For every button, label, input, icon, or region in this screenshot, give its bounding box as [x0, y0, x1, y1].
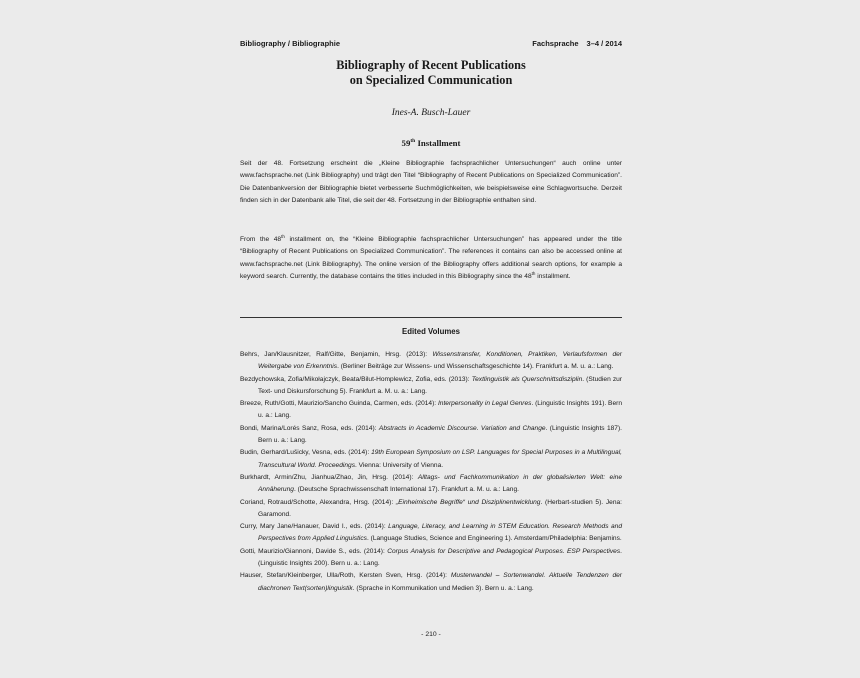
- entry-title: Corpus Analysis for Descriptive and Pedagogical Purposes. ESP Perspectives: [387, 547, 621, 555]
- page-number: - 210 -: [421, 631, 441, 638]
- entry-authors: Bondi, Marina/Lorés Sanz, Rosa, eds. (2014):: [240, 424, 379, 432]
- entry-title: 19th European Symposium on LSP. Languages for Special Purposes in a Multilingual, Transcultural World. Proceedings: [258, 449, 623, 469]
- bibliography-list: [240, 349, 622, 595]
- entry-title: Interpersonality in Legal Genres: [437, 400, 532, 408]
- entry-authors: Bezdychowska, Zofia/Mikołajczyk, Beata/Bilut-Homplewicz, Zofia, eds. (2013):: [240, 375, 472, 383]
- intro-paragraph-english: [240, 234, 622, 283]
- entry-title: Alltags- und Fachkommunikation in der globalisierten Welt: eine Annäherung: [258, 473, 622, 494]
- entry-title: Wissenstransfer, Konditionen, Praktiken, Verlaufsformen der Weitergabe von Erkenntnis: [258, 351, 622, 371]
- entry-title: Textlinguistik als Querschnittsdisziplin: [471, 375, 583, 383]
- entry-title: Musterwandel – Sortenwandel. Aktuelle Tendenzen der diachronen Text(sorten)linguistik: [258, 572, 622, 592]
- installment-number: 59: [401, 138, 411, 148]
- entry-authors: Gotti, Maurizio/Giannoni, Davide S., eds. (2014):: [240, 547, 388, 555]
- running-head-journal-issue: [524, 39, 622, 48]
- entry-publication-info: . (Linguistic Insights 191). Bern u. a.: Lang.: [258, 400, 622, 420]
- entry-publication-info: . (Language Studies, Science and Engineering 1). Amsterdam/Philadelphia: Benjamins.: [366, 535, 622, 543]
- entry-title: Language, Literacy, and Learning in STEM Education. Research Methods and Perspectives from Applied Linguistics: [258, 523, 622, 543]
- entry-authors: Curry, Mary Jane/Hanauer, David I., eds. (2014):: [240, 523, 389, 531]
- bibliography-entry: [240, 398, 622, 423]
- entry-publication-info: . (Berliner Beiträge zur Wissens- und Wissenschaftsgeschichte 14). Frankfurt a. M. u. a.: Lang.: [337, 363, 614, 371]
- entry-publication-info: . (Sprache in Kommunikation und Medien 3). Bern u. a.: Lang.: [352, 584, 534, 592]
- intro-en-part-2: installment on, the “Kleine Bibliographie fachsprachlicher Untersuchungen” has appeared under the title “Bibliography of Recent Publications on Specialized Communication”. The references it contains can also be accessed online at www.fachsprache.net (Link Bibliography). The online version of the Bibliography offers additional search options, for example a keyword search. Currently, the database contains the titles included in this Bibliography since the 48: [240, 236, 622, 280]
- entry-authors: Coriand, Rotraud/Schotte, Alexandra, Hrsg. (2014):: [240, 498, 396, 506]
- entry-authors: Burkhardt, Armin/Zhu, Jianhua/Zhao, Jin, Hrsg. (2014):: [240, 473, 418, 481]
- entry-publication-info: . (Herbart-studien 5). Jena: Garamond.: [258, 498, 623, 518]
- entry-publication-info: . (Linguistic Insights 187). Bern u. a.: Lang.: [258, 424, 622, 445]
- bibliography-entry: [240, 570, 622, 595]
- bibliography-entry: [240, 447, 622, 472]
- running-head-section: Bibliography / Bibliographie: [240, 39, 341, 48]
- bibliography-entry: [240, 349, 622, 374]
- entry-authors: Budin, Gerhard/Lušicky, Vesna, eds. (2014):: [240, 449, 372, 457]
- document-title: [240, 58, 622, 88]
- bibliography-entry: [240, 472, 622, 497]
- bibliography-entry: [240, 374, 622, 399]
- intro-en-part-1: From the 48: [240, 236, 282, 243]
- entry-authors: Breeze, Ruth/Gotti, Maurizio/Sancho Guinda, Carmen, eds. (2014):: [240, 400, 438, 408]
- author-name: Ines-A. Busch-Lauer: [391, 108, 471, 118]
- intro-en-sup-2: th: [531, 270, 536, 276]
- section-divider: [240, 317, 622, 318]
- intro-en-part-3: installment.: [535, 272, 571, 280]
- intro-paragraph-german: Seit der 48. Fortsetzung erscheint die „Kleine Bibliographie fachsprachlicher Untersuchungen“ auch online unter www.fachsprache.net (Link Bibliography) und trägt den Titel “Bibliography of Recent Publications on Specialized Communication”. Die Datenbankversion der Bibliographie bietet verbesserte Suchmöglichkeiten, wie beispielsweise eine Schlagwortsuche. Derzeit finden sich in der Datenbank alle Titel, die seit der 48. Fortsetzung in der Bibliographie enthalten sind.: [240, 160, 622, 204]
- document-page: [240, 0, 622, 678]
- bibliography-entry: [240, 497, 622, 522]
- entry-authors: Hauser, Stefan/Kleinberger, Ulla/Roth, Kersten Sven, Hrsg. (2014):: [240, 572, 451, 580]
- bibliography-entry: [240, 423, 622, 448]
- running-head-journal: Fachsprache: [532, 39, 579, 48]
- entry-publication-info: . (Studien zur Text- und Diskursforschung 5). Frankfurt a. M. u. a.: Lang.: [258, 375, 622, 395]
- installment-heading: [240, 138, 622, 148]
- installment-word: Installment: [417, 138, 461, 148]
- entry-authors: Behrs, Jan/Klausnitzer, Ralf/Gitte, Benjamin, Hrsg. (2013):: [240, 351, 433, 358]
- entry-title: Abstracts in Academic Discourse. Variation and Change: [378, 424, 546, 432]
- entry-title: „Einheimische Begriffe“ und Disziplinentwicklung: [395, 498, 541, 506]
- intro-en-sup-1: th: [281, 233, 285, 239]
- title-line-2: on Specialized Communication: [349, 73, 513, 87]
- entry-publication-info: . Vienna: University of Vienna.: [355, 461, 444, 469]
- entry-publication-info: . (Deutsche Sprachwissenschaft International 17). Frankfurt a. M. u. a.: Lang.: [293, 486, 519, 494]
- section-heading-edited-volumes: Edited Volumes: [402, 327, 460, 336]
- running-head: [240, 39, 622, 48]
- installment-suffix: th: [410, 138, 416, 145]
- running-head-issue: 3–4 / 2014: [586, 39, 622, 48]
- bibliography-entry: [240, 546, 622, 571]
- bibliography-entry: [240, 521, 622, 546]
- entry-publication-info: . (Linguistic Insights 200). Bern u. a.: Lang.: [258, 547, 622, 568]
- title-line-1: Bibliography of Recent Publications: [336, 58, 526, 72]
